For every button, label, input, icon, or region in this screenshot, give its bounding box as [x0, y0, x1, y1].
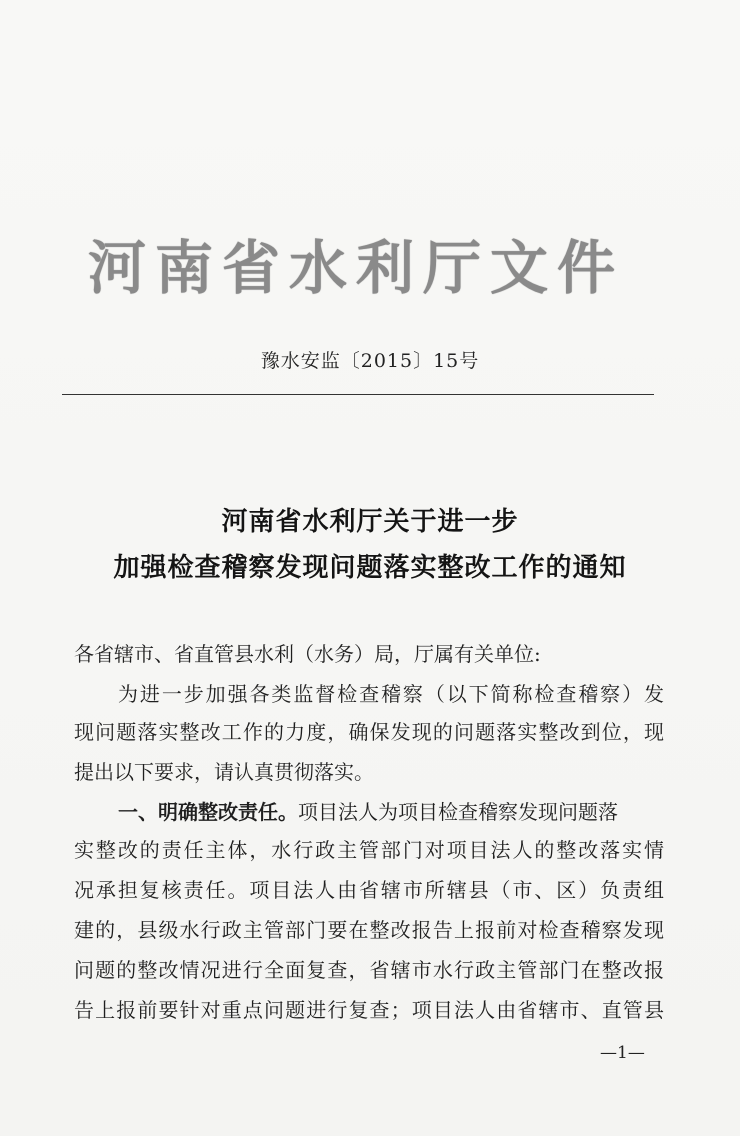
paragraph-1-line-1: 为进一步加强各类监督检查稽察（以下简称检查稽察）发	[118, 682, 664, 706]
section-1-line-4: 建的，县级水行政主管部门要在整改报告上报前对检查稽察发现	[74, 918, 664, 942]
document-masthead: 河南省水利厅文件	[88, 234, 625, 302]
document-title-line-2: 加强检查稽察发现问题落实整改工作的通知	[113, 553, 627, 583]
document-number: 豫水安监〔2015〕15号	[260, 350, 480, 372]
section-1-line-3: 况承担复核责任。项目法人由省辖市所辖县（市、区）负责组	[74, 878, 664, 902]
paragraph-1-line-2: 现问题落实整改工作的力度，确保发现的问题落实整改到位，现	[74, 720, 664, 744]
header-divider	[62, 394, 654, 395]
section-1-line-2: 实整改的责任主体，水行政主管部门对项目法人的整改落实情	[74, 838, 664, 862]
paragraph-1-line-3: 提出以下要求，请认真贯彻落实。	[74, 760, 374, 784]
salutation: 各省辖市、省直管县水利（水务）局，厅属有关单位:	[74, 642, 541, 666]
section-1-line-5: 问题的整改情况进行全面复查，省辖市水行政主管部门在整改报	[74, 958, 664, 982]
page-number: —1—	[600, 1043, 645, 1063]
section-1-line-6: 告上报前要针对重点问题进行复查；项目法人由省辖市、直管县	[74, 998, 664, 1022]
section-1-first-line-text: 项目法人为项目检查稽察发现问题落	[298, 800, 618, 824]
section-1-heading: 一、明确整改责任。	[118, 800, 298, 824]
section-1-first-line	[118, 798, 664, 826]
document-title-line-1: 河南省水利厅关于进一步	[221, 507, 519, 537]
